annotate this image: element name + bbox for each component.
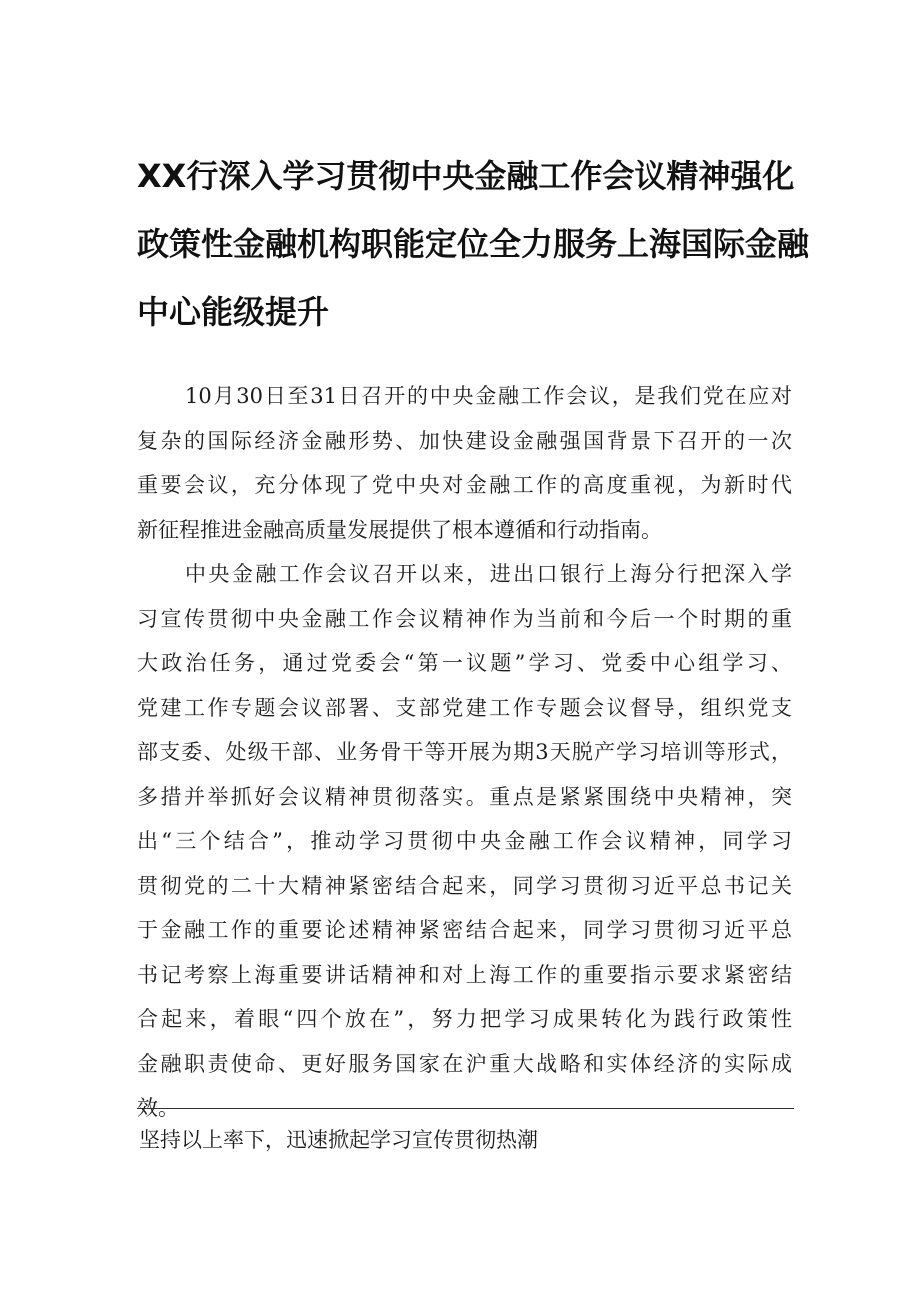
paragraph-line: 合起来，着眼“四个放在”，努力把学习成果转化为践行政策性 bbox=[137, 1007, 792, 1031]
paragraph-line: 大政治任务，通过党委会“第一议题”学习、党委中心组学习、 bbox=[137, 651, 792, 675]
paragraph-line: 于金融工作的重要论述精神紧密结合起来，同学习贯彻习近平总 bbox=[137, 918, 792, 942]
document-body bbox=[137, 374, 797, 1131]
paragraph-line: 新征程推进金融高质量发展提供了根本遵循和行动指南。 bbox=[137, 517, 662, 542]
paragraph-line: 党建工作专题会议部署、支部党建工作专题会议督导，组织党支 bbox=[137, 695, 792, 720]
paragraph-line: 中央金融工作会议召开以来，进出口银行上海分行把深入学 bbox=[185, 562, 792, 586]
title-line: 政策性金融机构职能定位全力服务上海国际金融 bbox=[137, 225, 810, 263]
paragraph-2 bbox=[137, 552, 797, 1131]
paragraph-line: 重要会议，充分体现了党中央对金融工作的高度重视，为新时代 bbox=[137, 473, 792, 497]
paragraph-line: 贯彻党的二十大精神紧密结合起来，同学习贯彻习近平总书记关 bbox=[137, 873, 792, 898]
document-title bbox=[137, 142, 810, 346]
paragraph-line: 金融职责使命、更好服务国家在沪重大战略和实体经济的实际成 bbox=[137, 1051, 792, 1076]
paragraph-line: 效。 bbox=[137, 1096, 179, 1120]
paragraph-1 bbox=[137, 374, 797, 552]
next-section-heading: 坚持以上率下，迅速掀起学习宣传贯彻热潮 bbox=[139, 1128, 538, 1152]
paragraph-line: 书记考察上海重要讲话精神和对上海工作的重要指示要求紧密结 bbox=[137, 962, 792, 987]
paragraph-line: 10月30日至31日召开的中央金融工作会议，是我们党在应对 bbox=[185, 384, 792, 408]
paragraph-line: 复杂的国际经济金融形势、加快建设金融强国背景下召开的一次 bbox=[137, 428, 792, 453]
title-line: 中心能级提升 bbox=[137, 293, 330, 331]
paragraph-line: 多措并举抓好会议精神贯彻落实。重点是紧紧围绕中央精神，突 bbox=[137, 784, 792, 809]
paragraph-line: 出“三个结合”，推动学习贯彻中央金融工作会议精神，同学习 bbox=[137, 829, 792, 853]
page-divider bbox=[137, 1108, 794, 1109]
paragraph-line: 部支委、处级干部、业务骨干等开展为期3天脱产学习培训等形式， bbox=[137, 740, 792, 764]
title-line: XX行深入学习贯彻中央金融工作会议精神强化 bbox=[137, 157, 795, 195]
paragraph-line: 习宣传贯彻中央金融工作会议精神作为当前和今后一个时期的重 bbox=[137, 606, 792, 631]
